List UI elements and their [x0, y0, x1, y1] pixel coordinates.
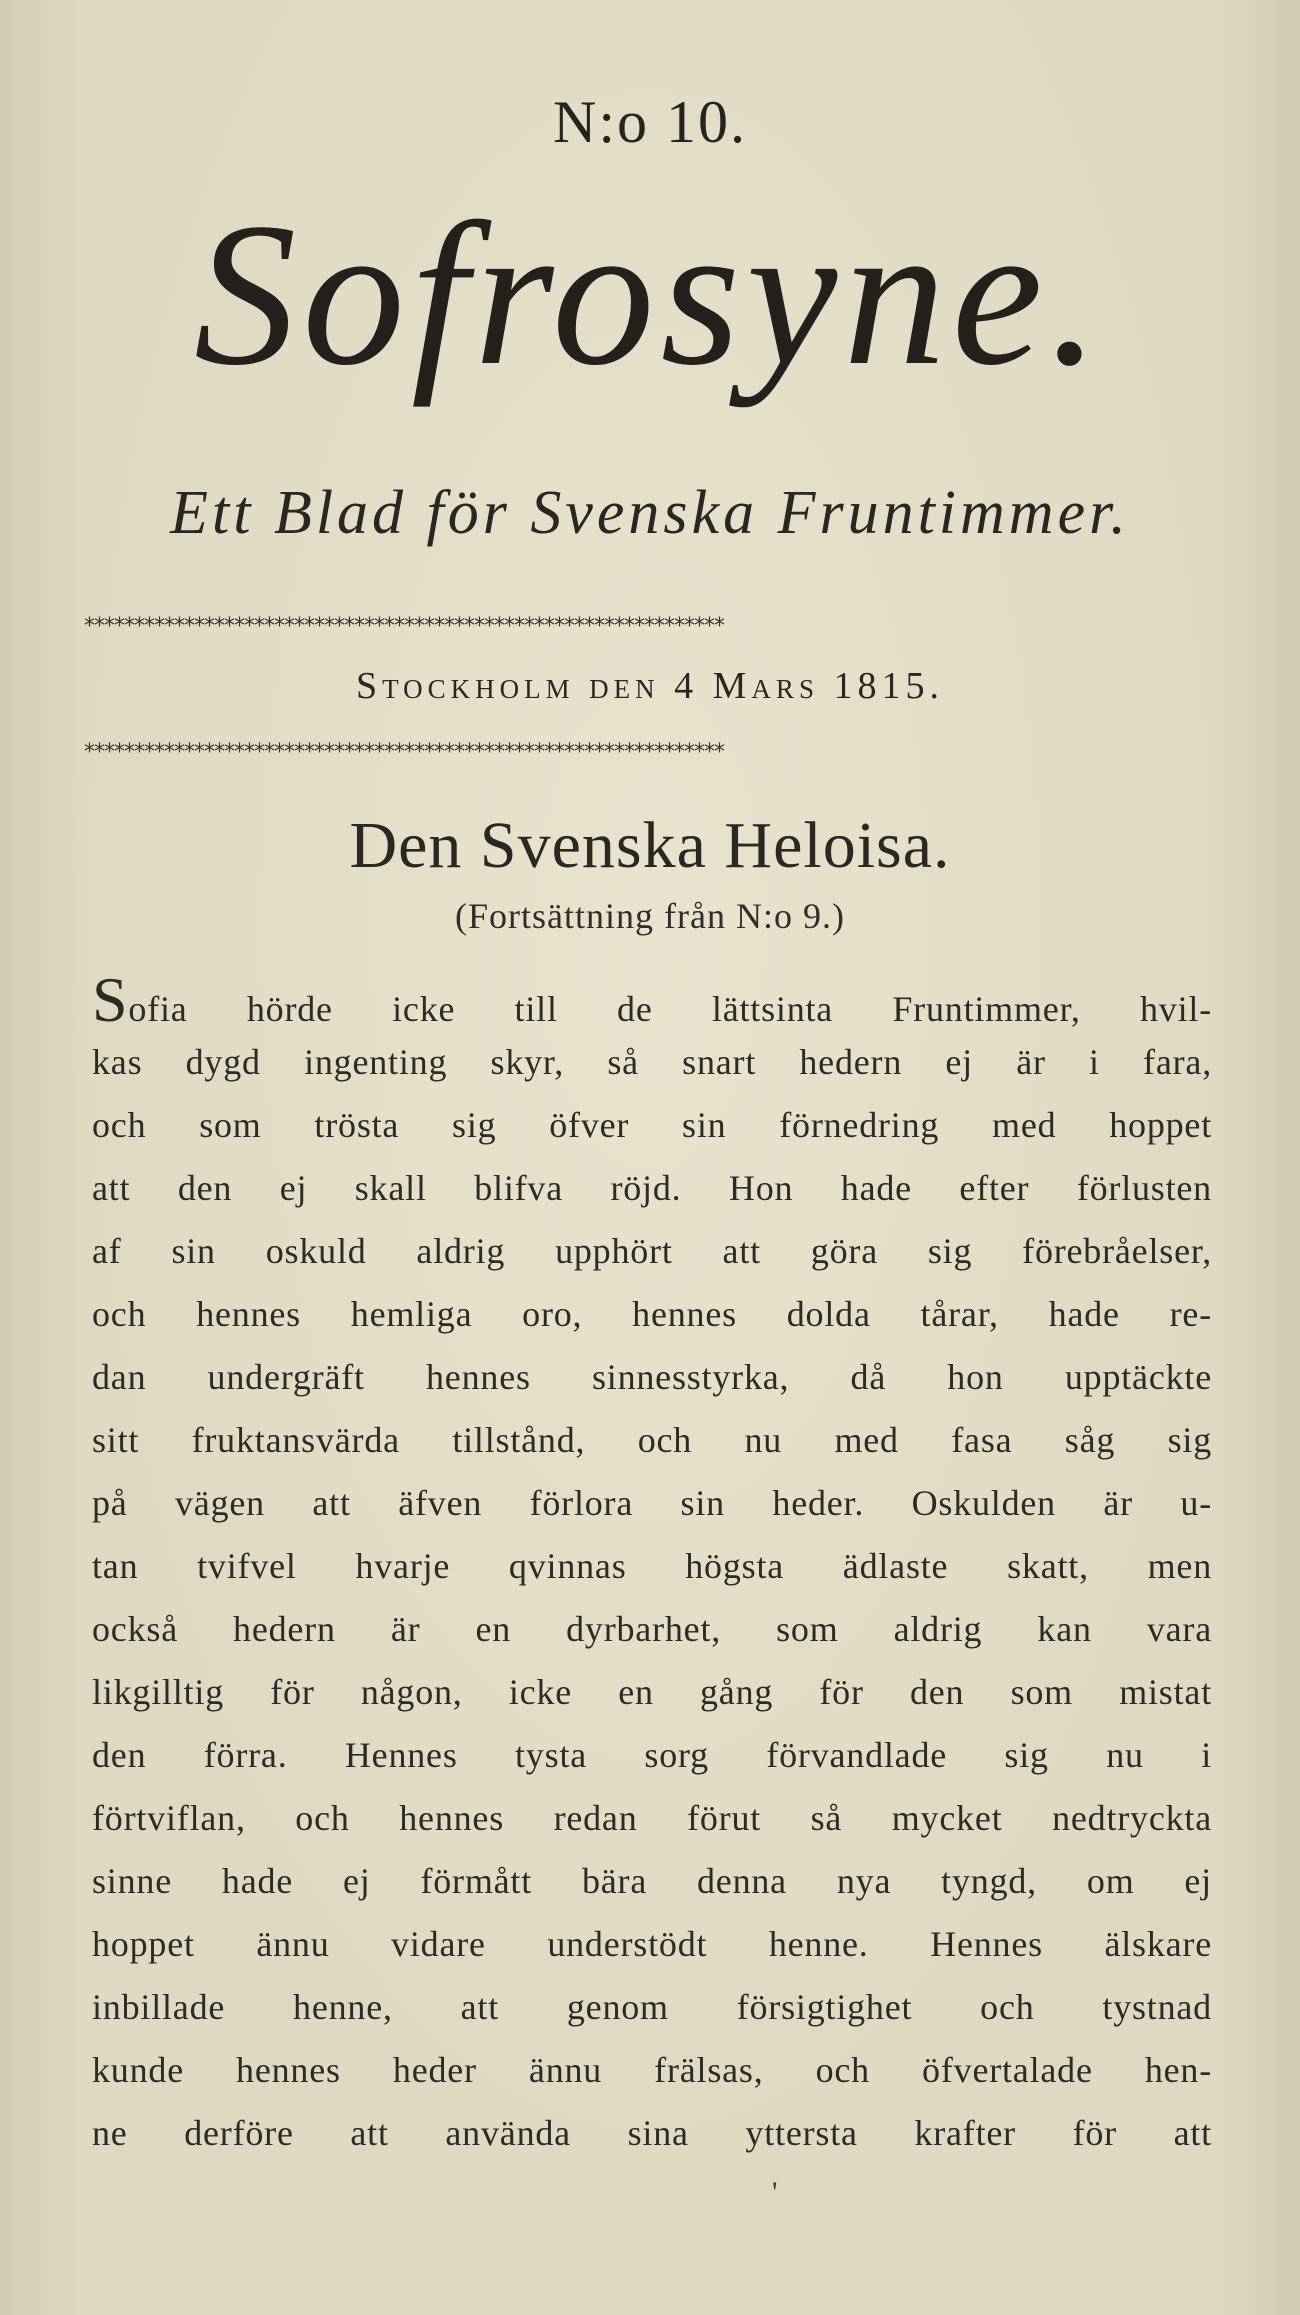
body-line: sitt fruktansvärda tillstånd, och nu med fasa såg sig — [92, 1420, 1212, 1460]
body-line: dan undergräft hennes sinnesstyrka, då hon upptäckte — [92, 1357, 1212, 1397]
drop-initial: S — [92, 964, 129, 1035]
body-line: att den ej skall blifva röjd. Hon hade efter förlusten — [92, 1168, 1212, 1208]
ornament-rule-bottom: **************************************************************** — [84, 740, 724, 765]
body-line: likgilltig för någon, icke en gång för den som mistat — [92, 1672, 1212, 1712]
ornament-rule-top: **************************************************************** — [84, 614, 724, 639]
issue-number: N:o 10. — [553, 89, 747, 155]
body-line: hoppet ännu vidare understödt henne. Hennes älskare — [92, 1924, 1212, 1964]
body-line: också hedern är en dyrbarhet, som aldrig kan vara — [92, 1609, 1212, 1649]
article-first-line — [92, 964, 1212, 1035]
article-title: Den Svenska Heloisa. — [349, 809, 951, 882]
body-line: sinne hade ej förmått bära denna nya tyngd, om ej — [92, 1861, 1212, 1901]
body-line: kunde hennes heder ännu frälsas, och öfvertalade hen- — [92, 2050, 1212, 2090]
body-line: kas dygd ingenting skyr, så snart hedern ej är i fara, — [92, 1042, 1212, 1082]
body-line: af sin oskuld aldrig upphört att göra sig förebråelser, — [92, 1231, 1212, 1271]
body-line: och hennes hemliga oro, hennes dolda tårar, hade re- — [92, 1294, 1212, 1334]
article-body — [92, 964, 1212, 2165]
body-line: förtviflan, och hennes redan förut så mycket nedtryckta — [92, 1798, 1212, 1838]
masthead-title: Sofrosyne. — [193, 181, 1107, 408]
first-line-text: ofia hörde icke till de lättsinta Fruntimmer, hvil- — [128, 989, 1212, 1029]
dateline: Stockholm den 4 Mars 1815. — [356, 665, 944, 707]
body-line: inbillade henne, att genom försigtighet och tystnad — [92, 1987, 1212, 2027]
page-mark: ' — [772, 2176, 778, 2209]
body-line: och som trösta sig öfver sin förnedring med hoppet — [92, 1105, 1212, 1145]
body-line: den förra. Hennes tysta sorg förvandlade sig nu i — [92, 1735, 1212, 1775]
continuation-note: (Fortsättning från N:o 9.) — [455, 896, 845, 936]
body-line: tan tvifvel hvarje qvinnas högsta ädlaste skatt, men — [92, 1546, 1212, 1586]
body-line: ne derföre att använda sina yttersta krafter för att — [92, 2113, 1212, 2153]
body-line: på vägen att äfven förlora sin heder. Oskulden är u- — [92, 1483, 1212, 1523]
masthead-subtitle: Ett Blad för Svenska Fruntimmer. — [170, 479, 1130, 547]
